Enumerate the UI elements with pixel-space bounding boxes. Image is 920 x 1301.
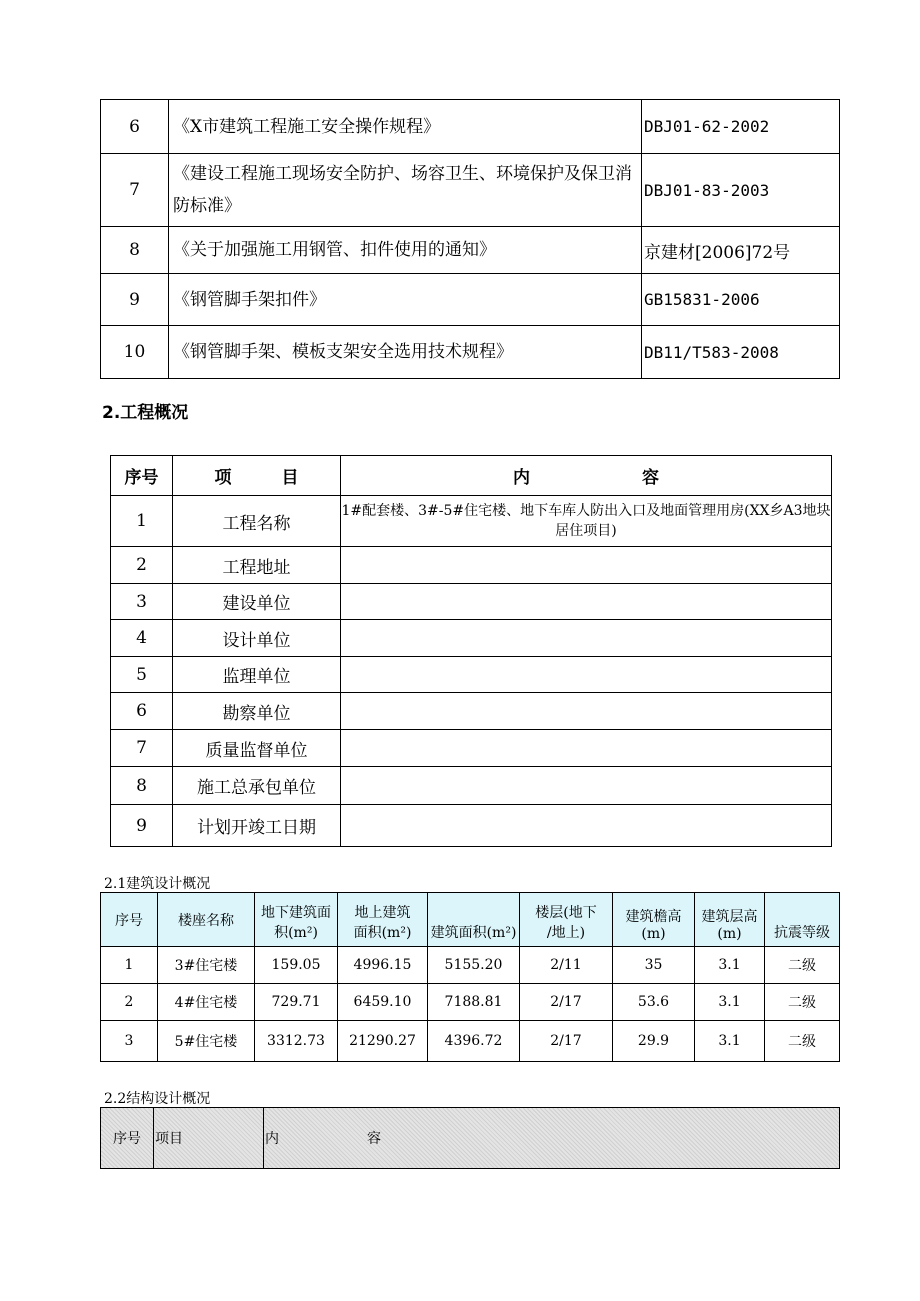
row-item: 建设单位: [173, 584, 341, 620]
table-row: [111, 805, 832, 847]
header-content: [341, 456, 832, 496]
row-no: 4: [111, 620, 173, 657]
cell-floor-height: 3.1: [695, 947, 765, 984]
standard-no: 9: [101, 274, 169, 326]
row-item: 勘察单位: [173, 693, 341, 730]
table-row: [101, 100, 840, 154]
row-content: [341, 547, 832, 584]
cell-no: 1: [101, 947, 158, 984]
table-row: [101, 154, 840, 227]
table-row: [111, 657, 832, 693]
header-item: 项目: [154, 1108, 264, 1169]
header-content-a: 内: [265, 1131, 279, 1147]
table-row: [111, 730, 832, 767]
standard-code: 京建材[2006]72号: [642, 227, 840, 274]
cell-underground: 729.71: [255, 984, 338, 1021]
standard-title: 《钢管脚手架扣件》: [169, 274, 642, 326]
cell-no: 2: [101, 984, 158, 1021]
standard-no: 8: [101, 227, 169, 274]
cell-aboveground: 21290.27: [338, 1021, 428, 1062]
row-content: [341, 584, 832, 620]
header-seismic-grade: 抗震等级: [765, 893, 840, 947]
cell-total: 7188.81: [428, 984, 520, 1021]
cell-total: 4396.72: [428, 1021, 520, 1062]
row-no: 3: [111, 584, 173, 620]
row-no: 2: [111, 547, 173, 584]
row-item: 监理单位: [173, 657, 341, 693]
cell-seismic: 二级: [765, 947, 840, 984]
standard-code: GB15831-2006: [642, 274, 840, 326]
structural-design-table: [100, 1107, 840, 1169]
header-floor-height: 建筑层高 (m): [695, 893, 765, 947]
cell-underground: 159.05: [255, 947, 338, 984]
cell-aboveground: 4996.15: [338, 947, 428, 984]
header-no: 序号: [101, 893, 158, 947]
standards-table: [100, 99, 840, 379]
header-aboveground-area: 地上建筑 面积(m²): [338, 893, 428, 947]
header-item-b: 目: [281, 468, 299, 488]
cell-name: 4#住宅楼: [158, 984, 255, 1021]
table-header-row: [101, 1108, 840, 1169]
header-floors: 楼层(地下 /地上): [520, 893, 613, 947]
table-row: [101, 326, 840, 379]
row-content: [341, 620, 832, 657]
standard-title: 《建设工程施工现场安全防护、场容卫生、环境保护及保卫消防标准》: [169, 154, 642, 227]
standard-title: 《X市建筑工程施工安全操作规程》: [169, 100, 642, 154]
row-item: 施工总承包单位: [173, 767, 341, 805]
cell-floors: 2/17: [520, 984, 613, 1021]
cell-floor-height: 3.1: [695, 984, 765, 1021]
cell-no: 3: [101, 1021, 158, 1062]
cell-seismic: 二级: [765, 984, 840, 1021]
standard-no: 10: [101, 326, 169, 379]
cell-eave: 35: [613, 947, 695, 984]
row-content: [341, 693, 832, 730]
table-row: [111, 693, 832, 730]
cell-floors: 2/17: [520, 1021, 613, 1062]
caption-structural: 2.2结构设计概况: [104, 1091, 211, 1107]
cell-aboveground: 6459.10: [338, 984, 428, 1021]
row-item: 质量监督单位: [173, 730, 341, 767]
row-no: 1: [111, 496, 173, 547]
cell-eave: 53.6: [613, 984, 695, 1021]
standard-code: DBJ01-83-2003: [642, 154, 840, 227]
header-content-a: 内: [513, 468, 530, 488]
row-content: [341, 805, 832, 847]
cell-underground: 3312.73: [255, 1021, 338, 1062]
cell-eave: 29.9: [613, 1021, 695, 1062]
table-row: [111, 547, 832, 584]
row-content: [341, 730, 832, 767]
caption-architectural: 2.1建筑设计概况: [104, 876, 211, 892]
table-header-row: [101, 893, 840, 947]
table-row: [111, 620, 832, 657]
header-content-b: 容: [367, 1131, 381, 1147]
header-content: [264, 1108, 840, 1169]
row-no: 9: [111, 805, 173, 847]
project-overview-table: [110, 455, 832, 847]
header-underground-area: 地下建筑面 积(m²): [255, 893, 338, 947]
header-item: [173, 456, 341, 496]
cell-name: 3#住宅楼: [158, 947, 255, 984]
row-item: 设计单位: [173, 620, 341, 657]
row-item: 计划开竣工日期: [173, 805, 341, 847]
row-no: 8: [111, 767, 173, 805]
header-building-name: 楼座名称: [158, 893, 255, 947]
cell-floors: 2/11: [520, 947, 613, 984]
header-item-a: 项: [214, 468, 232, 488]
cell-name: 5#住宅楼: [158, 1021, 255, 1062]
standard-no: 7: [101, 154, 169, 227]
section-heading: 2.工程概况: [102, 403, 189, 423]
standard-code: DB11/T583-2008: [642, 326, 840, 379]
row-no: 7: [111, 730, 173, 767]
row-no: 5: [111, 657, 173, 693]
table-header-row: [111, 456, 832, 496]
cell-seismic: 二级: [765, 1021, 840, 1062]
row-content: [341, 657, 832, 693]
table-row: [111, 767, 832, 805]
table-row: [101, 274, 840, 326]
architectural-design-table: [100, 892, 840, 1062]
table-row: [101, 227, 840, 274]
row-item: 工程名称: [173, 496, 341, 547]
header-content-b: 容: [642, 468, 659, 488]
cell-total: 5155.20: [428, 947, 520, 984]
standard-no: 6: [101, 100, 169, 154]
table-row: [111, 584, 832, 620]
header-no: 序号: [101, 1108, 154, 1169]
row-content: 1#配套楼、3#-5#住宅楼、地下车库人防出入口及地面管理用房(XX乡A3地块居住项目): [341, 496, 832, 547]
standard-title: 《钢管脚手架、模板支架安全选用技术规程》: [169, 326, 642, 379]
row-content: [341, 767, 832, 805]
standard-title: 《关于加强施工用钢管、扣件使用的通知》: [169, 227, 642, 274]
header-eave-height: 建筑檐高 (m): [613, 893, 695, 947]
table-row: [101, 984, 840, 1021]
table-row: [111, 496, 832, 547]
standard-code: DBJ01-62-2002: [642, 100, 840, 154]
row-item: 工程地址: [173, 547, 341, 584]
table-row: [101, 947, 840, 984]
table-row: [101, 1021, 840, 1062]
cell-floor-height: 3.1: [695, 1021, 765, 1062]
header-no: 序号: [111, 456, 173, 496]
header-total-area: 建筑面积(m²): [428, 893, 520, 947]
row-no: 6: [111, 693, 173, 730]
